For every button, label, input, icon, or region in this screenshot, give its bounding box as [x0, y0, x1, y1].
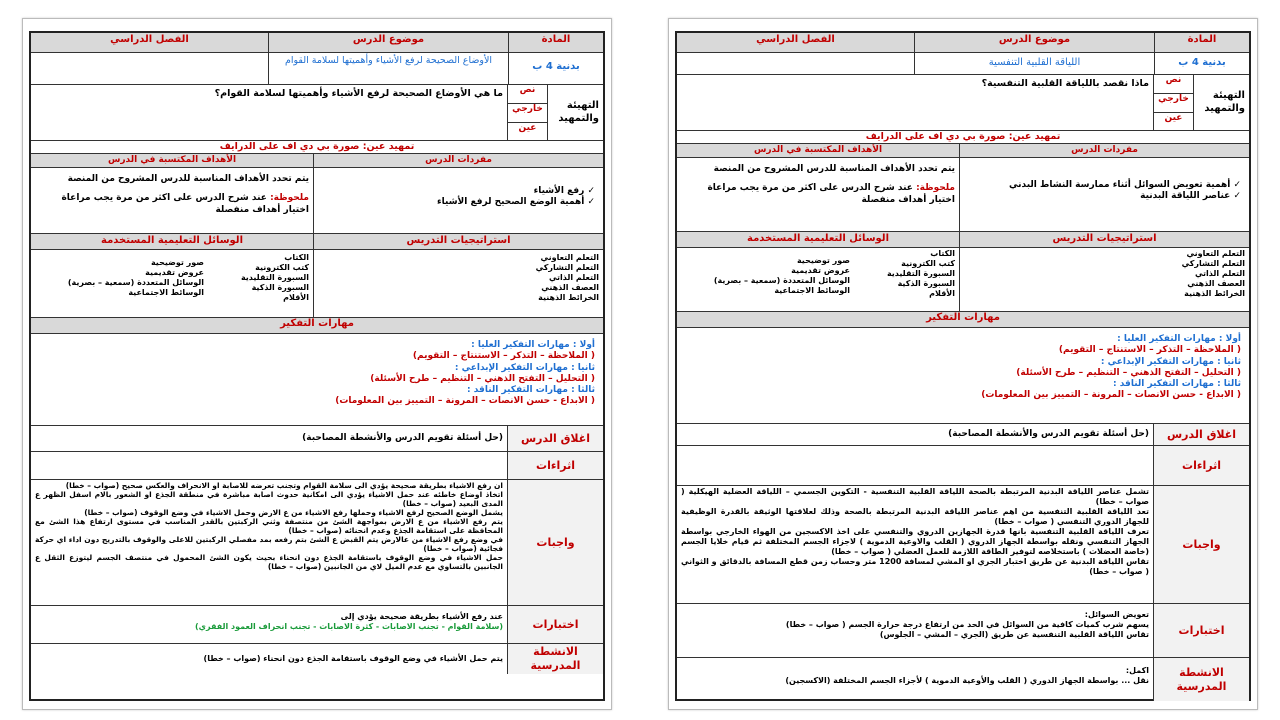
aid-item: الأقلام [283, 293, 309, 302]
skills-row [31, 334, 603, 426]
topic-label: موضوع الدرس [914, 33, 1154, 52]
homework-label: واجبات [507, 480, 603, 605]
intro-row [31, 85, 603, 141]
homework-item: حمل الاشياء في وضع الوقوف باستقامة الجذع دون انحناء بحيث يكون الشئ المحمول في منتصف الجسم ليتوزع الثقل ع الجانبين بالتساوي مع عدم الميل لاي من الجانبين (صواب – خطا) [35, 553, 503, 571]
vocab-item: ✓ أهمية الوضع الصحيح لرفع الأشياء [322, 197, 595, 208]
homework-item: اتخاذ اوضاع خاطئه عند حمل الاشياء يؤدي الى امكانية حدوث اصابة مباشرة في منطقة الجذع او الشعور بالام اسفل الظهر ع المدى البعيد (صواب – خطا) [35, 490, 503, 508]
homework-item: في وضع رفع الاشياء من عالارض يتم القبض ع الشئ بتم رفعه بمد مفصلي الركبتين للاعلى والوقوف بالتدريج دون اداء اي حركة فجائية (صواب – خطا) [35, 535, 503, 553]
tag-external: خارجي [508, 104, 547, 123]
closing-row [677, 424, 1249, 446]
tag-text: نص [1154, 75, 1193, 94]
intro-row [677, 75, 1249, 131]
homework-row [31, 480, 603, 606]
tests-label: اختبارات [507, 606, 603, 643]
activities-label: الانشطة المدرسية [1153, 658, 1249, 701]
tag-ain: عين [1164, 113, 1183, 123]
activities-row [677, 658, 1249, 701]
enrich-label: اثراءات [507, 452, 603, 479]
goals-note: عند شرح الدرس على اكثر من مرة يجب مراعاة اختيار أهداف منفصلة [707, 183, 955, 205]
strategy-item: الخرائط الذهنية [538, 293, 599, 302]
activity-item: يتم حمل الأشياء في وضع الوقوف باستقامة الجذع دون انحناء (صواب – خطا) [203, 654, 503, 663]
strategy-item: التعلم التشاركي [535, 263, 599, 272]
enrich-row [31, 452, 603, 480]
aid-item: الأقلام [929, 289, 955, 298]
header-row [31, 33, 603, 53]
aid-item: صور توضيحية [150, 258, 204, 267]
skill-line: ثالثا : مهارات التفكير الناقد : [1113, 379, 1241, 389]
tag-ain: عين [518, 123, 537, 133]
vocab-header: مفردات الدرس [313, 154, 603, 167]
enrich-row [677, 446, 1249, 486]
tag-text: نص [508, 85, 547, 104]
skills-header-text: مهارات التفكير [926, 312, 1000, 323]
aid-item: عروض تقديمية [145, 268, 204, 277]
strategies-list [959, 248, 1249, 311]
aid-item: السبورة التقليدية [886, 269, 955, 278]
vocab-item: ✓ رفع الأشياء [322, 186, 595, 197]
lesson-plan-page-2 [22, 18, 612, 710]
vocab-goals-header [677, 144, 1249, 158]
goals-header: الأهداف المكتسبة في الدرس [107, 155, 237, 165]
test-item: (سلامة القوام - تجنب الاصابات - كثرة الاصابات - تجنب انحراف العمود الفقري) [195, 622, 503, 631]
strategy-item: التعلم التعاوني [540, 253, 599, 262]
strat-aids-header [31, 234, 603, 250]
aid-item: الكتاب [930, 249, 955, 258]
goals-note-label: ملحوظة: [916, 183, 955, 194]
semester-value [677, 53, 914, 74]
semester-value [31, 53, 268, 84]
homework-item: يتم رفع الاشياء من ع الارض بمواجهة الشئ من منتصفة وثني الركبتين بالقدر المناسب في مستوى ارتفاع هذا الشئ مع المحافظة على استقامة الجذع وعدم انحنائه (صواب – خطا) [35, 517, 503, 535]
closing-text: (حل أسئلة تقويم الدرس والأنشطة المصاحبة) [948, 429, 1149, 439]
aids-header: الوسائل التعليمية المستخدمة [747, 233, 889, 244]
vocab-item: ✓ أهمية تعويض السوائل أثناء ممارسة النشاط البدني [968, 180, 1241, 191]
skill-line: أولا : مهارات التفكير العليا : [1117, 334, 1241, 344]
homework-item: تشمل عناصر اللياقة البدنية المرتبطة بالصحة اللياقة القلبية التنفسية - التكوين الجسمي – اللياقة العضلية الهيكلية ( صواب – خطا) [681, 487, 1149, 506]
activities-content [31, 644, 507, 674]
lesson-plan-table [675, 31, 1251, 701]
goals-cell [677, 158, 959, 231]
aid-item: السبورة الذكية [897, 279, 955, 288]
homework-item: تعرف اللياقة القلبية التنفسية بانها قدرة الجهازين الدروي والتنفسي على اخذ الاكسجين من الهواء الخارجي بواسطة الجهاز التنفسي ونقله بواسطة الجهاز الدروي ( القلب والاوعية الدموية ) لاجزاء الجسم المختلفة ثم قيام خلايا الجسم (خاصة العضلات ) باستخلاصه لتوفير الطاقة اللازمة للعمل العضلي ( صواب – خطا) [681, 527, 1149, 556]
goals-note: عند شرح الدرس على اكثر من مرة يجب مراعاة اختيار أهداف منفصلة [61, 193, 309, 215]
homework-content [31, 480, 507, 605]
closing-text: (حل أسئلة تقويم الدرس والأنشطة المصاحبة) [302, 433, 503, 443]
vocab-list [313, 168, 603, 233]
homework-label: واجبات [1153, 486, 1249, 603]
homework-item: تعد اللياقة القلبية التنفسية من اهم عناصر اللياقة البدنية المرتبطة بالصحة وذلك لعلاقتها الوثيقة بالقدرة الوظيفية للجهاز الدوري التنفسي ( صواب – خطا) [681, 507, 1149, 526]
subject-label: المادة [1154, 33, 1249, 52]
goals-main: يتم تحدد الأهداف المناسبة للدرس المشروح من المنصة [713, 164, 955, 174]
intro-label: التهيئة والتمهيد [547, 85, 603, 140]
tests-row [677, 604, 1249, 658]
aid-item: السبورة التقليدية [240, 273, 309, 282]
aid-item: كتب الكترونية [901, 259, 955, 268]
skill-line: ( الابداع - حسن الانصات – المرونة – التمييز بين المعلومات) [335, 396, 595, 407]
homework-item: يشمل الوضع الصحيح لرفع الاشياء وحملها رفع الاشياء من ع الارض وحمل الاشياء في وضع الوقوف (صواب – خطا) [84, 508, 503, 517]
tests-label: اختبارات [1153, 604, 1249, 657]
skills-header [677, 312, 1249, 328]
aid-item: عروض تقديمية [791, 266, 850, 275]
strat-aids-header [677, 232, 1249, 248]
test-item: يسهم شرب كميات كافية من السوائل في الحد من ارتفاع درجة حرارة الجسم ( صواب – خطا) [785, 620, 1149, 629]
test-item: تعويض السوائل: [1084, 610, 1149, 619]
closing-row [31, 426, 603, 452]
homework-row [677, 486, 1249, 604]
strategies-header: استراتيجيات التدريس [959, 232, 1249, 247]
vocab-goals-header [31, 154, 603, 168]
strat-aids-row [31, 250, 603, 318]
test-item: عند رفع الأشياء بطريقة صحيحة يؤدي إلى [340, 612, 503, 621]
skill-line: ثانيا : مهارات التفكير الإبداعي : [1100, 356, 1241, 367]
vocab-goals-row [677, 158, 1249, 232]
skills-header [31, 318, 603, 334]
intro-tags [507, 85, 547, 140]
vocab-header: مفردات الدرس [959, 144, 1249, 157]
aid-item: صور توضيحية [796, 256, 850, 265]
grade-row [31, 53, 603, 85]
activities-content [677, 658, 1153, 701]
hook-text: تمهيد عين: صورة بي دي اف على الدرايف [865, 131, 1061, 142]
goals-main: يتم تحدد الأهداف المناسبة للدرس المشروح من المنصة [67, 174, 309, 184]
goals-cell [31, 168, 313, 233]
aid-item: الوسائل المتعددة (سمعية – بصرية) [67, 278, 204, 287]
grade-value: بدنية 4 ب [508, 53, 603, 84]
strategy-item: التعلم الذاتي [548, 273, 599, 282]
vocab-list [959, 158, 1249, 231]
grade-value: بدنية 4 ب [1154, 53, 1249, 74]
aid-item: كتب الكترونية [255, 263, 309, 272]
goals-note-label: ملحوظة: [270, 193, 309, 204]
tests-row [31, 606, 603, 644]
topic-title: الأوضاع الصحيحة لرفع الأشياء وأهميتها لسلامة القوام [268, 53, 508, 84]
skill-line: أولا : مهارات التفكير العليا : [471, 340, 595, 350]
aid-item: الوسائط الاجتماعية [774, 286, 850, 295]
test-item: تقاس اللياقة القلبية التنفسية عن طريق (الجري – المشي – الجلوس) [879, 630, 1149, 639]
strategy-item: العصف الذهني [541, 283, 599, 292]
skill-line: ثالثا : مهارات التفكير الناقد : [467, 385, 595, 395]
enrich-content [31, 452, 507, 479]
strategy-item: التعلم التشاركي [1181, 259, 1245, 268]
homework-content [677, 486, 1153, 603]
aid-item: الوسائط الاجتماعية [128, 288, 204, 297]
homework-item: ان رفع الاشياء بطريقة صحيحة يؤدي الى سلامة القوام وتجنب تعرضه للاصابة او الانحراف والعكس صحيح (صواب – خطا) [65, 481, 503, 490]
lesson-plan-table [29, 31, 605, 701]
strategy-item: التعلم التعاوني [1186, 249, 1245, 258]
skill-line: ( الابداع - حسن الانصات – المرونة – التمييز بين المعلومات) [981, 390, 1241, 401]
semester-label: الفصل الدراسي [110, 34, 189, 45]
skills-header-text: مهارات التفكير [280, 318, 354, 329]
aid-item: السبورة الذكية [251, 283, 309, 292]
strategy-item: التعلم الذاتي [1194, 269, 1245, 278]
enrich-content [677, 446, 1153, 485]
activities-label: الانشطة المدرسية [507, 644, 603, 674]
vocab-item: ✓ عناصر اللياقة البدنية [968, 191, 1241, 202]
vocab-goals-row [31, 168, 603, 234]
skill-line: ( الملاحظة – التذكر – الاستنتاج – التقويم) [412, 351, 595, 362]
closing-label: اغلاق الدرس [1153, 424, 1249, 445]
aids-list-1 [208, 250, 313, 317]
activities-row [31, 644, 603, 674]
strategy-item: الخرائط الذهنية [1184, 289, 1245, 298]
header-row [677, 33, 1249, 53]
skill-line: ( التحليل – التفتح الذهني – التنظيم – طرح الأسئلة) [1016, 367, 1241, 378]
intro-label: التهيئة والتمهيد [1193, 75, 1249, 130]
topic-title: اللياقة القلبية التنفسية [914, 53, 1154, 74]
intro-question: ما هي الأوضاع الصحيحة لرفع الأشياء وأهميتها لسلامة القوام؟ [214, 88, 503, 99]
activity-item: نقل ... بواسطة الجهاز الدوري ( القلب والأوعية الدموية ) لأجزاء الجسم المختلفة (الاكسجين) [785, 676, 1149, 685]
tests-content [677, 604, 1153, 657]
aids-list-2 [31, 250, 208, 317]
aid-item: الكتاب [284, 253, 309, 262]
tests-content [31, 606, 507, 643]
subject-label: المادة [508, 33, 603, 52]
goals-header: الأهداف المكتسبة في الدرس [753, 145, 883, 155]
intro-tags [1153, 75, 1193, 130]
strategies-header: استراتيجيات التدريس [313, 234, 603, 249]
strategy-item: العصف الذهني [1187, 279, 1245, 288]
intro-question: ماذا نقصد باللياقة القلبية التنفسية؟ [981, 78, 1149, 89]
tag-external: خارجي [1154, 94, 1193, 113]
grade-row [677, 53, 1249, 75]
aid-item: الوسائل المتعددة (سمعية – بصرية) [713, 276, 850, 285]
strategies-list [313, 250, 603, 317]
enrich-label: اثراءات [1153, 446, 1249, 485]
homework-item: تقاس اللياقة البدنية عن طريق اختبار الجري او المشي لمسافة 1200 متر وحساب زمن قطع المسافة بالدقائق و الثواني ( صواب – خطا) [681, 557, 1149, 576]
closing-label: اغلاق الدرس [507, 426, 603, 451]
hook-row [677, 131, 1249, 144]
hook-row [31, 141, 603, 154]
topic-label: موضوع الدرس [268, 33, 508, 52]
skill-line: ثانيا : مهارات التفكير الإبداعي : [454, 362, 595, 373]
semester-label: الفصل الدراسي [756, 34, 835, 45]
strat-aids-row [677, 248, 1249, 312]
activity-item: اكمل: [1125, 666, 1149, 675]
skill-line: ( التحليل – التفتح الذهني – التنظيم – طرح الأسئلة) [370, 373, 595, 384]
hook-text: تمهيد عين: صورة بي دي اف على الدرايف [219, 141, 415, 152]
skill-line: ( الملاحظة – التذكر – الاستنتاج – التقويم) [1058, 345, 1241, 356]
aids-list-2 [677, 248, 854, 311]
aids-list-1 [854, 248, 959, 311]
lesson-plan-page-1 [668, 18, 1258, 710]
skills-row [677, 328, 1249, 424]
aids-header: الوسائل التعليمية المستخدمة [101, 235, 243, 246]
